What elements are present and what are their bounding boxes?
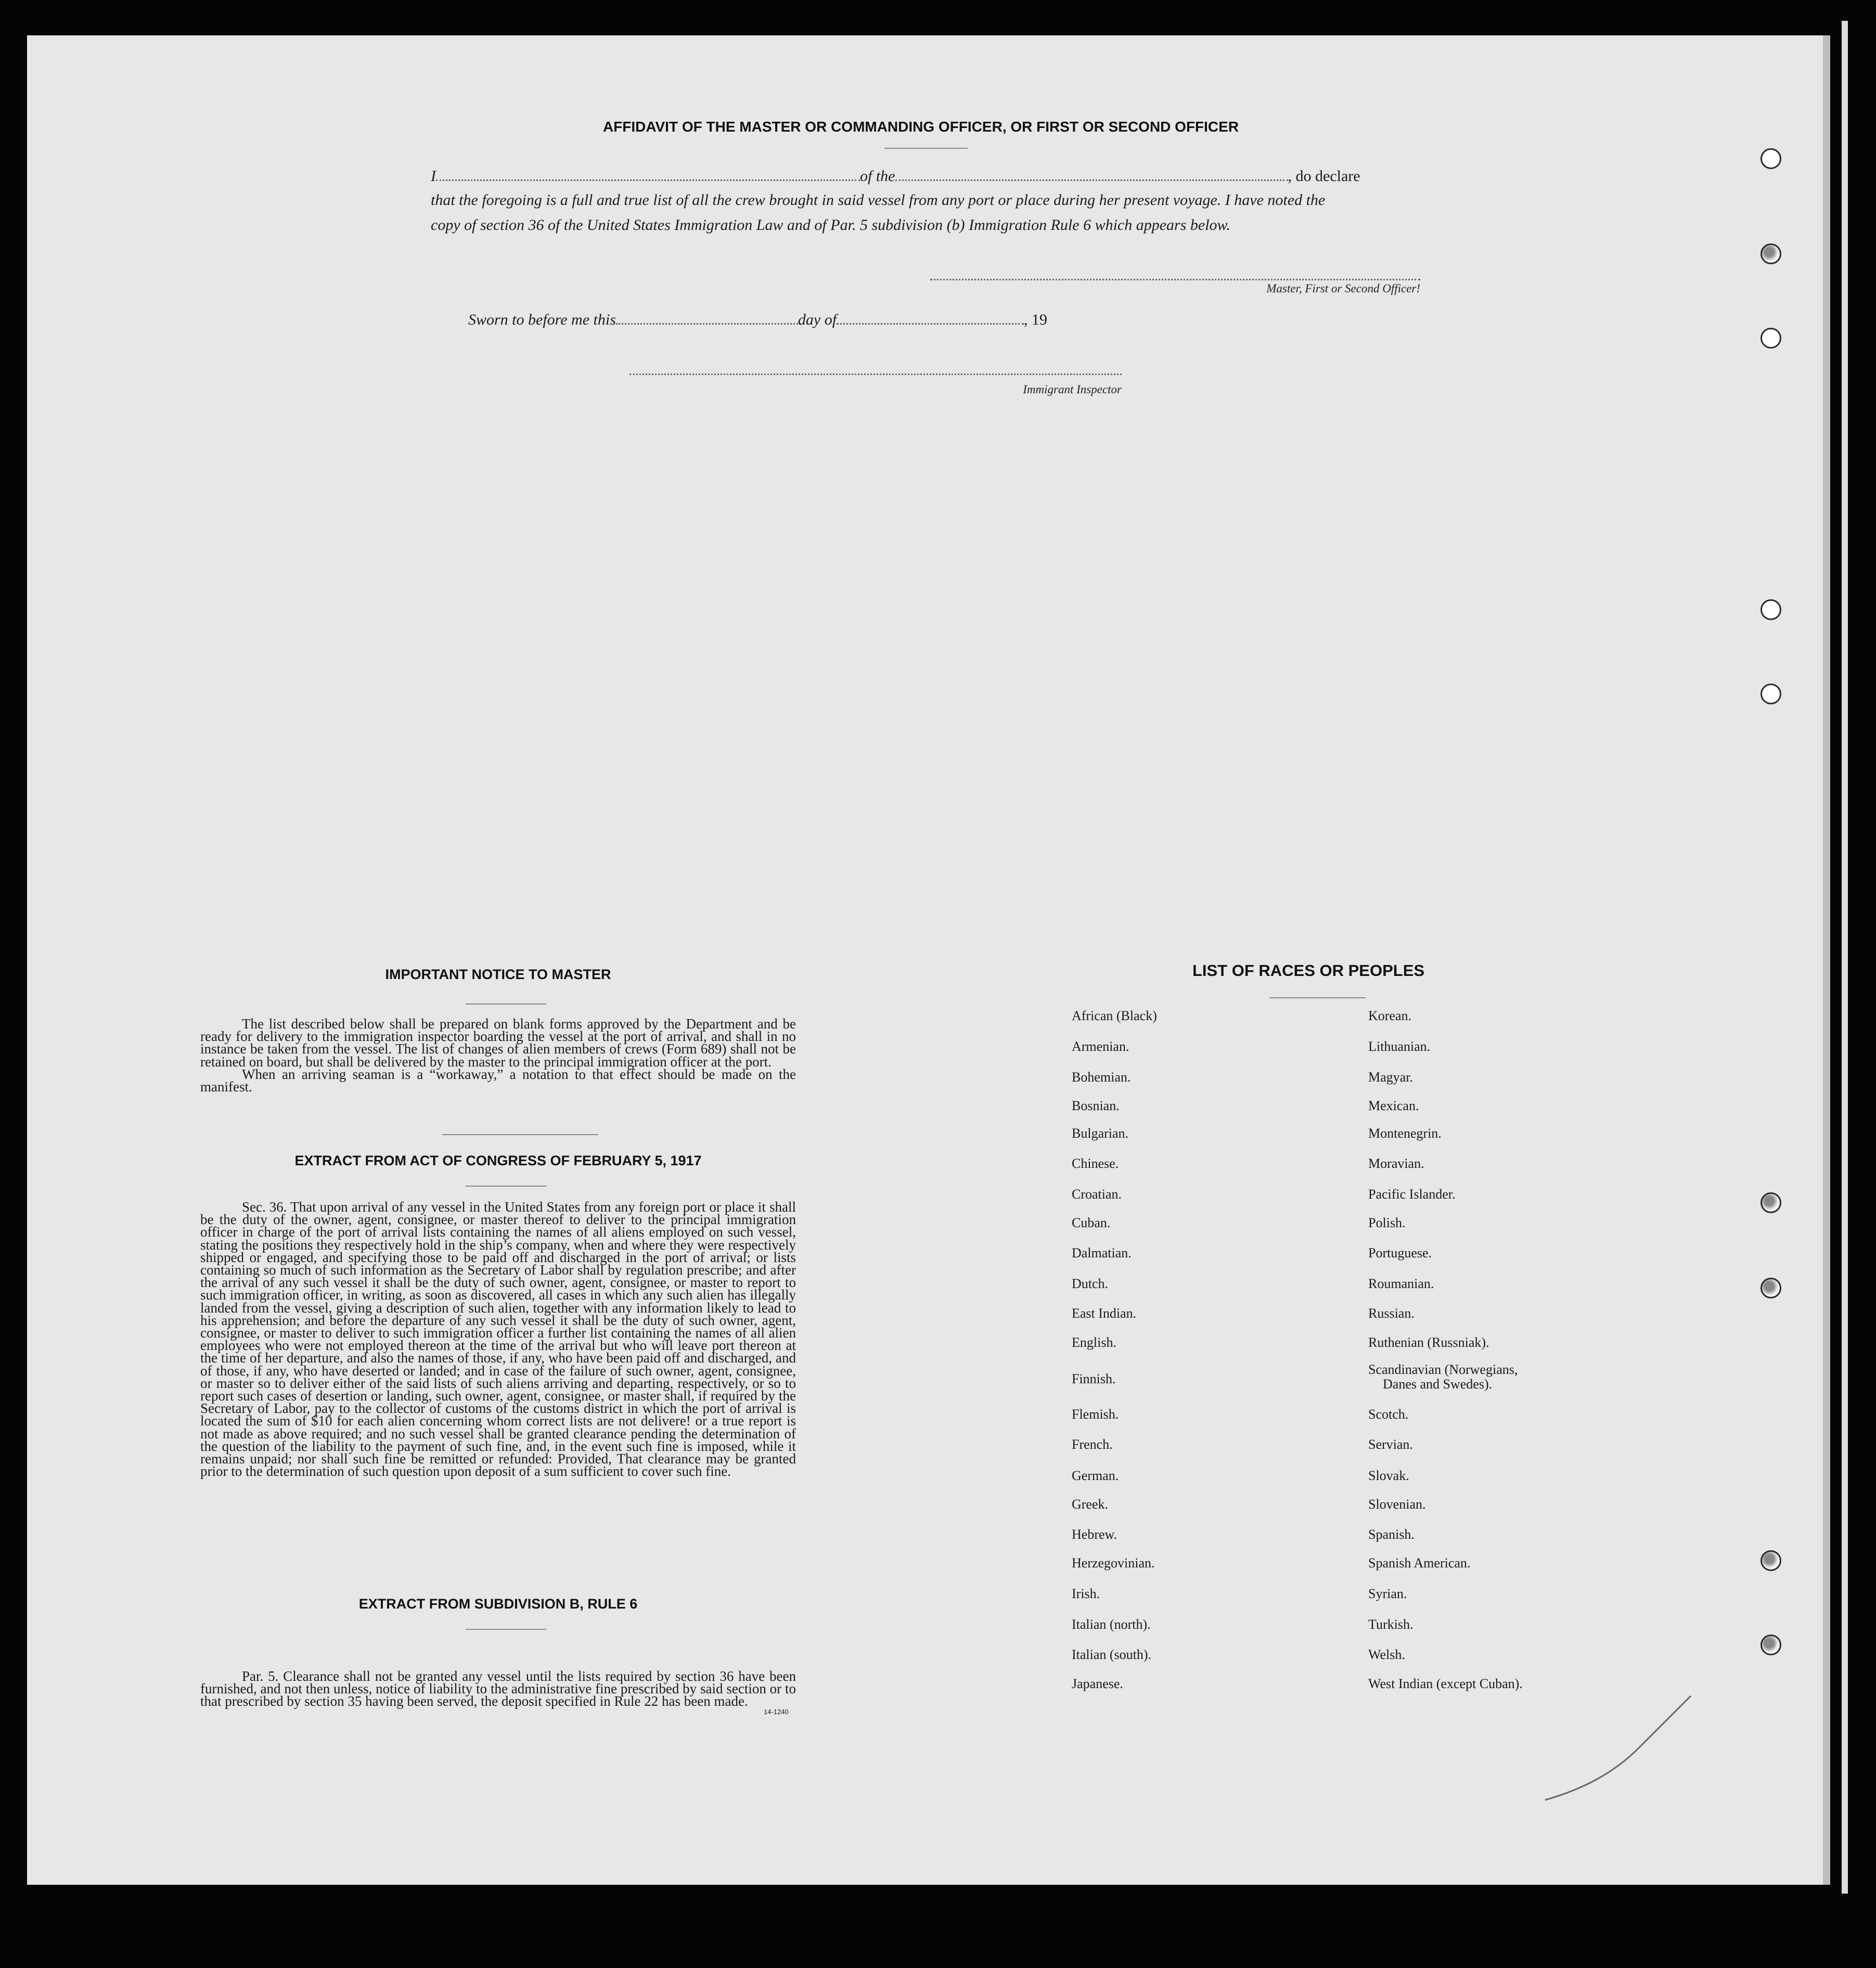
rule-extract-body xyxy=(200,1670,796,1708)
race-item: French. xyxy=(1072,1437,1113,1452)
race-item: Montenegrin. xyxy=(1368,1126,1442,1141)
race-item: Mexican. xyxy=(1368,1098,1419,1113)
notice-paragraph: When an arriving seaman is a “workaway,” a notation to that effect should be made on the manifest. xyxy=(200,1066,796,1095)
rule-divider xyxy=(466,1629,546,1630)
race-item: Dutch. xyxy=(1072,1276,1109,1291)
master-signature-label: Master, First or Second Officer! xyxy=(1266,282,1420,295)
vessel-name-field[interactable] xyxy=(895,179,1288,181)
race-item: Ruthenian (Russniak). xyxy=(1368,1335,1489,1350)
race-item: Portuguese. xyxy=(1368,1245,1432,1260)
race-item: Bosnian. xyxy=(1072,1098,1120,1113)
act-extract-body xyxy=(200,1199,796,1480)
race-item: Welsh. xyxy=(1368,1647,1405,1662)
race-item: Dalmatian. xyxy=(1072,1245,1132,1260)
race-item: Japanese. xyxy=(1072,1676,1123,1691)
race-item: Spanish American. xyxy=(1368,1555,1471,1571)
race-item: Roumanian. xyxy=(1368,1276,1434,1291)
punch-hole-icon xyxy=(1761,599,1781,620)
punch-hole-icon xyxy=(1761,328,1781,349)
sworn-month-field[interactable] xyxy=(837,323,1024,325)
punch-hole-icon xyxy=(1761,684,1781,704)
rule-extract-title: EXTRACT FROM SUBDIVISION B, RULE 6 xyxy=(358,1596,638,1612)
punch-hole-icon xyxy=(1761,1192,1781,1213)
race-item: German. xyxy=(1072,1468,1119,1483)
race-item: Italian (south). xyxy=(1072,1647,1152,1662)
race-item: Flemish. xyxy=(1072,1407,1119,1422)
affidavit-title: AFFIDAVIT OF THE MASTER OR COMMANDING OFFICER, OR FIRST OR SECOND OFFICER xyxy=(602,119,1239,135)
race-item: Slovenian. xyxy=(1368,1497,1426,1512)
race-item: English. xyxy=(1072,1335,1116,1350)
form-number: 14-1240 xyxy=(764,1708,789,1716)
race-item: Chinese. xyxy=(1072,1156,1119,1171)
i-label: I xyxy=(431,168,436,185)
races-title: LIST OF RACES OR PEOPLES xyxy=(1192,961,1425,980)
inspector-signature-label: Immigrant Inspector xyxy=(1023,383,1122,396)
race-item: Armenian. xyxy=(1072,1039,1129,1054)
race-item: Bohemian. xyxy=(1072,1070,1131,1085)
affidavit-statement-line2: copy of section 36 of the United States Immigration Law and of Par. 5 subdivision (b) Immigration Rule 6 which appears below. xyxy=(431,216,1230,234)
notice-divider xyxy=(466,1004,546,1005)
race-item: Turkish. xyxy=(1368,1617,1414,1632)
rule-paragraph: Par. 5. Clearance shall not be granted any vessel until the lists required by section 36 have been furnished, and not then unless, notice of liability to the administrative fine prescribed by said section or to that prescribed by section 35 having been served, the deposit specified in Rule 22 has been made. xyxy=(200,1668,796,1709)
races-divider xyxy=(1269,997,1366,998)
race-item: Syrian. xyxy=(1368,1586,1407,1601)
of-the-label: of the xyxy=(860,168,895,185)
race-item: Korean. xyxy=(1368,1008,1412,1023)
master-signature-field[interactable] xyxy=(930,279,1420,280)
title-divider xyxy=(884,148,968,149)
sheet-edge xyxy=(1842,21,1848,1894)
race-item: Spanish. xyxy=(1368,1527,1415,1542)
act-paragraph: Sec. 36. That upon arrival of any vessel in the United States from any foreign port or place it shall be the duty of the owner, agent, consignee, or master thereof to deliver to the principal immigration officer in charge of the port of arrival lists containing the names of all aliens employed on such vessel, stating the positions they respectively hold in the ship’s company, when and where they were respectively shipped or engaged, and specifying those to be paid off and discharged in the port of arrival; or lists containing so much of such information as the Secretary of Labor shall by regulation prescribe; and after the arrival of any such vessel it shall be the duty of such owner, agent, consignee, or master to report to such immigration officer, in writing, as soon as discovered, all cases in which any such alien has illegally landed from the vessel, giving a description of such alien, together with any information likely to lead to his apprehension; and before the departure of any such vessel it shall be the duty of such owner, agent, consignee, or master to deliver to such immigration officer a further list containing the names of all alien employees who were not employed thereon at the time of the arrival but who will leave port thereon at the time of her departure, and also the names of those, if any, who have been paid off and discharged, and of those, if any, who have deserted or landed; and in case of the failure of such owner, agent, consignee, or master so to deliver either of the said lists of such aliens arriving and departing, respectively, or so to report such cases of desertion or landing, such owner, agent, consignee, or master shall, if required by the Secretary of Labor, pay to the collector of customs of the customs district in which the port of arrival is located the sum of $10 for each alien concerning whom correct lists are not delivere! or a true report is not made as above required; and no such vessel shall be granted clearance pending the determination of the question of the liability to the payment of such fine, and, in the event such fine is imposed, while it remains unpaid; nor shall such fine be remitted or refunded: Provided, That clearance may be granted prior to the determination of such question upon deposit of a sum sufficient to cover such fine. xyxy=(200,1199,796,1480)
race-item: Slovak. xyxy=(1368,1468,1409,1483)
race-item: Hebrew. xyxy=(1072,1527,1117,1542)
race-item: Cuban. xyxy=(1072,1215,1111,1230)
race-item: Scotch. xyxy=(1368,1407,1409,1422)
race-item: Lithuanian. xyxy=(1368,1039,1431,1054)
race-item: Moravian. xyxy=(1368,1156,1424,1171)
section-divider xyxy=(442,1134,598,1135)
punch-hole-icon xyxy=(1761,243,1781,264)
race-item: Herzegovinian. xyxy=(1072,1555,1155,1571)
race-item: Servian. xyxy=(1368,1437,1413,1452)
race-item: Greek. xyxy=(1072,1497,1109,1512)
day-of-label: day of xyxy=(798,311,837,328)
race-item: Magyar. xyxy=(1368,1070,1413,1085)
pencil-mark xyxy=(1535,1686,1701,1810)
race-item: East Indian. xyxy=(1072,1306,1137,1321)
race-item: Pacific Islander. xyxy=(1368,1187,1456,1202)
punch-hole-icon xyxy=(1761,1550,1781,1571)
race-item: Irish. xyxy=(1072,1586,1100,1601)
race-item: Scandinavian (Norwegians, xyxy=(1368,1362,1518,1377)
notice-body xyxy=(200,1018,796,1093)
act-divider xyxy=(466,1186,546,1187)
sworn-line xyxy=(468,311,1145,332)
notice-title: IMPORTANT NOTICE TO MASTER xyxy=(385,967,611,982)
declarant-line xyxy=(431,168,1420,188)
punch-hole-icon xyxy=(1761,1278,1781,1298)
race-item: Croatian. xyxy=(1072,1187,1122,1202)
race-item: West Indian (except Cuban). xyxy=(1368,1676,1523,1691)
punch-hole-icon xyxy=(1761,1635,1781,1655)
inspector-signature-field[interactable] xyxy=(629,374,1122,375)
race-item: Bulgarian. xyxy=(1072,1126,1129,1141)
declare-label: , do declare xyxy=(1288,168,1360,185)
act-extract-title: EXTRACT FROM ACT OF CONGRESS OF FEBRUARY 5, 1917 xyxy=(294,1153,702,1168)
race-item: Finnish. xyxy=(1072,1371,1116,1386)
race-item: African (Black) xyxy=(1072,1008,1157,1023)
race-item: Danes and Swedes). xyxy=(1383,1377,1493,1392)
declarant-name-field[interactable] xyxy=(436,179,860,181)
race-item: Italian (north). xyxy=(1072,1617,1151,1632)
affidavit-statement-line1: that the foregoing is a full and true list of all the crew brought in said vessel from any port or place during her present voyage. I have noted the xyxy=(431,191,1326,209)
race-item: Polish. xyxy=(1368,1215,1406,1230)
sworn-day-field[interactable] xyxy=(616,323,798,325)
race-item: Russian. xyxy=(1368,1306,1415,1321)
sworn-label: Sworn to before me this xyxy=(468,311,616,328)
notice-paragraph: The list described below shall be prepared on blank forms approved by the Department and be ready for delivery to the immigration inspector boarding the vessel at the port of arrival, and shall in no instance be taken from the vessel. The list of changes of alien members of crews (Form 689) shall not be retained on board, but shall be delivered by the master to the principal immigration officer at the port. xyxy=(200,1016,796,1070)
punch-hole-icon xyxy=(1761,148,1781,169)
year-label: , 19 xyxy=(1024,311,1048,328)
